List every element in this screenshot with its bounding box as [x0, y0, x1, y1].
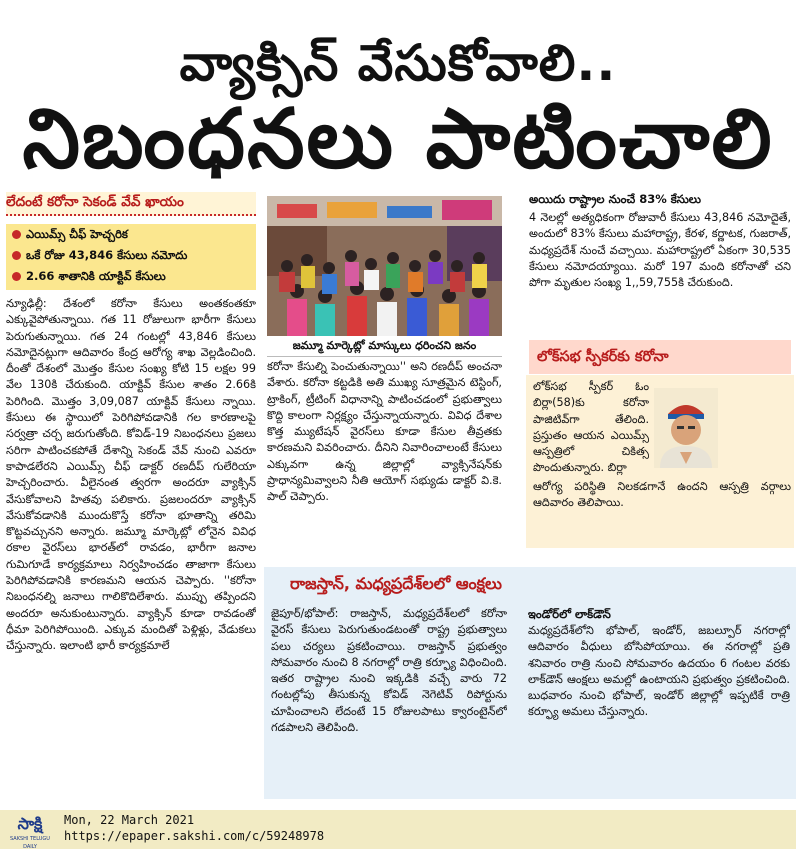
epaper-link[interactable]: https://epaper.sakshi.com/c/59248978 [64, 829, 325, 843]
speaker-portrait [654, 388, 718, 468]
middle-body-text: కరోనా కేసుల్ని పెంచుతున్నాయి'' అని రణదీప్ అంచనా వేశారు. కరోనా కట్టడికి అతి ముఖ్య సూత్రమైన టెస్టింగ్, ట్రాకింగ్, ట్రీటింగ్ విధానాన్ని పాటించడంలో ప్రభుత్వాలు కొద్ది కాలంగా నిర్లక్ష్యం చేస్తున్నాయన్నారు. వివిధ దేశాల కొత్త మ్యుటేషన్ వైరస్‌లు కూడా కేసుల తీవ్రతకు కారణమని వివరించారు. దీనిని నివారించాలంటే కేసులు ఎక్కువగా ఉన్న జిల్లాల్లో వ్యాక్సినేషన్‌కు ప్రాధాన్యమివ్వాలని నీతి ఆయోగ్ సభ్యుడు డాక్టర్ వి.కె. పాల్ చెప్పారు. [267, 360, 502, 504]
bullet-icon [12, 230, 21, 239]
indore-subhead: ఇండోర్‌లో లాక్‌డౌన్ [528, 607, 611, 621]
left-body-text: న్యూఢిల్లీ: దేశంలో కరోనా కేసులు అంతకంతకూ ఎక్కువైపోతున్నాయి. గత 11 రోజులుగా భారీగా కేసులు పెరుగుతున్నాయి. గత 24 గంటల్లో 43,846 కేసులు నమోదైనట్లుగా ఆదివారం కేంద్ర ఆరోగ్య శాఖ వెల్లడించింది. దీంతో దేశంలో మొత్తం కేసుల సంఖ్య కోటి 15 లక్షల 99 వేల 130కి చేరుకుంది. యాక్టివ్ కేసుల శాతం 2.66కి పెరిగింది. మొత్తం 3,09,087 యాక్టివ్ కేసులు న్నాయి. కేసులు ఈ స్థాయిలో పెరిగిపోవడానికి గల కారణాలపై సర్వత్రా చర్చ జరుగుతోంది. కోవిడ్-19 నిబంధనలు ప్రజలు సరిగా పాటించకపోతే దేశాన్ని సెకండ్ వేవ్ నుంచి ఎవరూ కాపాడలేరని ఎయిమ్స్ చీఫ్ డాక్టర్ రణదీప్ గులేరియా హెచ్చరించారు. వీలైనంత త్వరగా అందరూ వ్యాక్సిన్ వేసుకోవాలని హితవు పలికారు. ప్రజలందరూ వ్యాక్సిన్ వేసుకోవడానికి ముందుకొస్తే కరోనా భూతాన్ని తరిమి కొట్టవచ్చునని అన్నారు. జమ్మూ మార్కెట్లో లోనైన వివిధ రకాల వైరస్‌లు భారత్‌లో రావడం, భారీగా జనాల గుమిగూడే కార్యక్రమాలు నిర్వహించడం తాజాగా కేసులు పెరిగిపోవడానికి కారణమని ఆయన చెప్పారు. ''కరోనా నిబంధనల్ని జనాలు గాలికొదిలేశారు. ముప్పు తప్పిందని అందరూ అనుకుంటున్నారు. వ్యాక్సిన్ కూడా రావడంతో ధీమా పెరిగిపోయింది. ఎక్కువ మందితో పెళ్లిళ్లు, వేడుకలు చేస్తున్నారు. ఇలాంటి భారీ కార్యక్రమాలే [6, 297, 256, 653]
speaker-photo [654, 388, 718, 468]
logo-subtext: SAKSHI TELUGU DAILY [10, 836, 50, 850]
right-body-text: 4 నెలల్లో అత్యధికంగా రోజువారీ కేసులు 43,846 నమోదైతే, అందులో 83% కేసులు మహారాష్ట్ర, కేరళ, కర్ణాటక, గుజరాత్, మధ్యప్రదేశ్ నుంచే వచ్చాయి. మహారాష్ట్రలో ఏకంగా 30,535 కేసులు నమోదయ్యాయి. మరో 197 మంది కరోనాతో చని పోగా మృతుల సంఖ్య 1,,59,755కి చేరుకుంది. [529, 211, 791, 290]
highlight-item: ఒకే రోజు 43,846 కేసులు నమోదు [6, 245, 256, 266]
highlight-item: 2.66 శాతానికి యాక్టివ్ కేసులు [6, 266, 256, 287]
indore-text: మధ్యప్రదేశ్‌లోని భోపాల్, ఇండోర్, జబల్పూర్ నగరాల్లో ఆదివారం వీధులు బోసిపోయాయి. ఈ నగరాల్లో ప్రతి శనివారం రాత్రి నుంచి సోమవారం ఉదయం 6 గంటల వరకు లాక్‌డౌన్ ఆంక్షలు అమల్లో ఉంటాయని ప్రభుత్వం ప్రకటించింది. బుధవారం నుంచి భోపాల్, ఇండోర్ జిల్లాల్లో ఇప్పటికే రాత్రి కర్ఫ్యూ అమలు చేస్తున్నారు. [528, 624, 790, 719]
bullet-icon [12, 251, 21, 260]
publication-date: Mon, 22 March 2021 [64, 813, 195, 827]
highlight-item: ఎయిమ్స్ చీఫ్ హెచ్చరిక [6, 224, 256, 245]
crowd-image [267, 196, 502, 336]
kicker: లేదంటే కరోనా సెకండ్ వేవ్ ఖాయం [6, 192, 256, 216]
logo-text: సాక్షి [17, 814, 43, 833]
headline-line-1: వ్యాక్సిన్ వేసుకోవాలి.. [179, 34, 617, 92]
market-photo [267, 196, 502, 336]
sakshi-logo [4, 813, 56, 850]
rajasthan-left-text: జైపూర్/భోపాల్: రాజస్తాన్, మధ్యప్రదేశ్‌లలో కరోనా వైరస్ కేసులు పెరుగుతుండటంతో రాష్ట్ర ప్రభుత్వాలు పలు చర్యలు ప్రకటించాయి. రాజస్తాన్ ప్రభుత్వం సోమవారం నుంచి 8 నగరాల్లో రాత్రి కర్ఫ్యూ విధించింది. ఇతర రాష్ట్రాల నుంచి ఇక్కడికి వచ్చే వారు 72 గంటల్లోపు తీసుకున్న కోవిడ్ నెగెటివ్ రిపోర్టును చూపించాలని లేదంటే 15 రోజులపాటు క్వారంటైన్‌లో గడపాలని తెలిపింది. [271, 607, 507, 735]
lok-sabha-heading: లోక్‌సభ స్పీకర్‌కు కరోనా [529, 340, 791, 374]
highlights-box [6, 224, 256, 290]
lok-sabha-text-bottom: ఆరోగ్య పరిస్థితి నిలకడగానే ఉందని ఆస్పత్రి వర్గాలు ఆదివారం తెలిపాయి. [533, 480, 791, 510]
right-subhead: అయిదు రాష్ట్రాల నుంచే 83% కేసులు [529, 192, 701, 206]
photo-caption: జమ్మూ మార్కెట్లో మాస్కులు ధరించని జనం [267, 336, 502, 357]
bullet-icon [12, 272, 21, 281]
headline-line-2: నిబంధనలు పాటించాలి [22, 92, 774, 187]
lok-sabha-text-top: లోక్‌సభ స్పీకర్ ఓం బిర్లా(58)కు కరోనా పాజిటివ్‌గా తేలింది. ప్రస్తుతం ఆయన ఎయిమ్స్ ఆస్పత్రిలో చికిత్స పొందుతున్నారు. బిర్లా [533, 380, 649, 475]
rajasthan-heading: రాజస్తాన్, మధ్యప్రదేశ్‌లలో ఆంక్షలు [290, 574, 502, 593]
